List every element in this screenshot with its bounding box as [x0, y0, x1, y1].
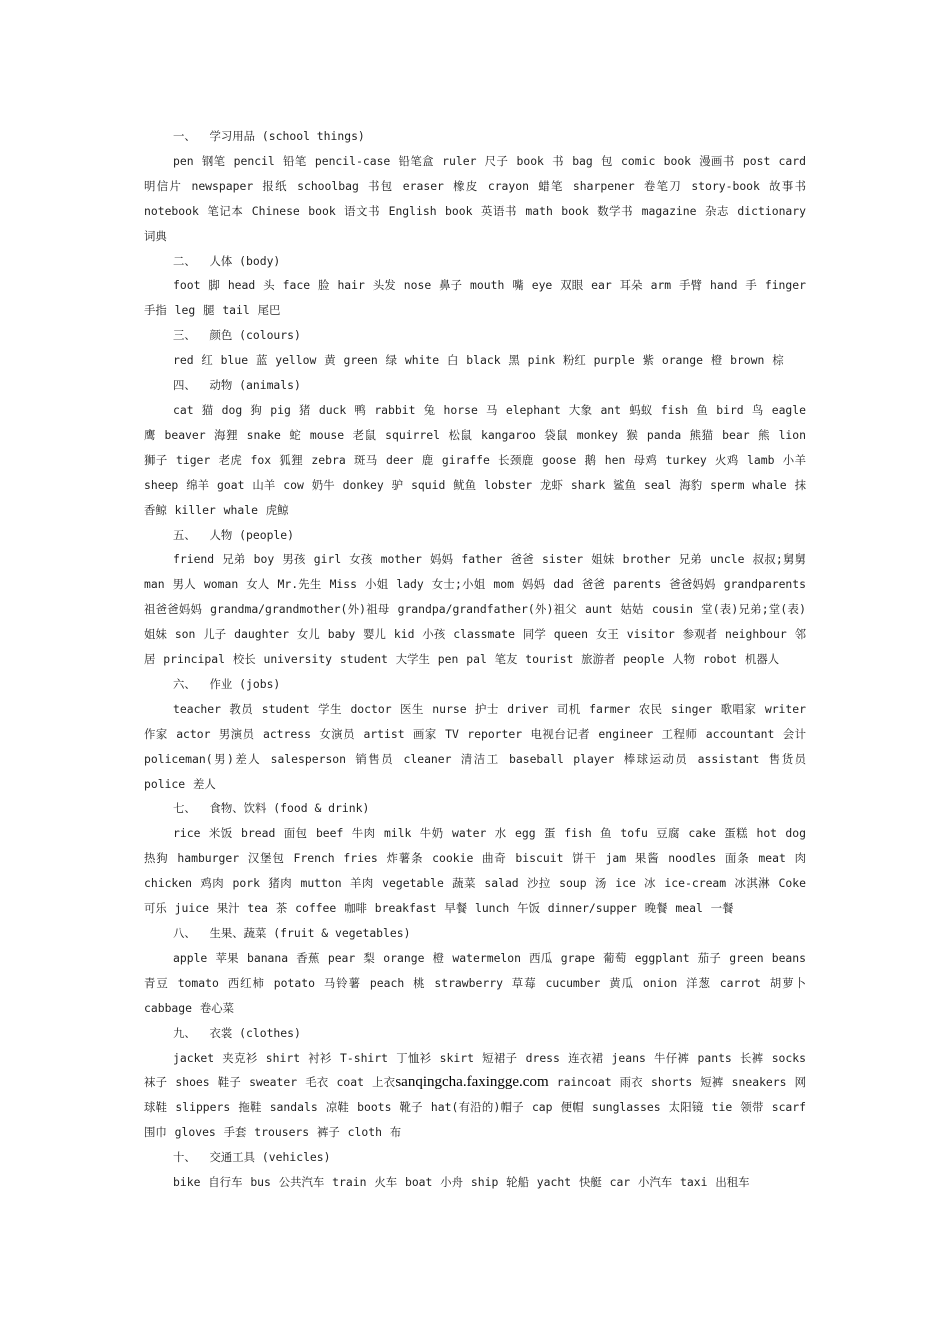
section-body-fruit-vegetables: apple 苹果 banana 香蕉 pear 梨 orange 橙 watermelon 西瓜 grape 葡萄 eggplant 茄子 green beans 青豆 tomato 西红柿 potato 马铃薯 peach 桃 strawberry 草莓 cucumber 黄瓜 onion 洋葱 carrot 胡萝卜 cabbage 卷心菜: [144, 950, 806, 1015]
section-heading-jobs: 六、 作业 (jobs): [173, 676, 281, 691]
watermark-text: sanqingcha.faxingge.com: [395, 1074, 549, 1091]
section-body-vehicles: bike 自行车 bus 公共汽车 train 火车 boat 小舟 ship 轮船 yacht 快艇 car 小汽车 taxi 出租车: [173, 1175, 750, 1190]
section-heading-vehicles: 十、 交通工具 (vehicles): [173, 1150, 331, 1165]
section-body-body: foot 脚 head 头 face 脸 hair 头发 nose 鼻子 mouth 嘴 eye 双眼 ear 耳朵 arm 手臂 hand 手 finger 手指 leg 腿 tail 尾巴: [144, 278, 806, 318]
section-heading-animals: 四、 动物 (animals): [173, 378, 301, 393]
document-page: [144, 124, 806, 1195]
section-body-clothes: [144, 1046, 806, 1146]
section-body-school-things: pen 钢笔 pencil 铅笔 pencil-case 铅笔盒 ruler 尺子 book 书 bag 包 comic book 漫画书 post card 明信片 newspaper 报纸 schoolbag 书包 eraser 橡皮 crayon 蜡笔 sharpener 卷笔刀 story-book 故事书 notebook 笔记本 Chinese book 语文书 English book 英语书 math book 数学书 magazine 杂志 dictionary 词典: [144, 153, 806, 243]
section-heading-food-drink: 七、 食物、饮料 (food & drink): [173, 801, 370, 816]
section-heading-colours: 三、 颜色 (colours): [173, 328, 301, 343]
section-heading-school-things: 一、 学习用品 (school things): [173, 129, 365, 143]
section-heading-fruit-vegetables: 八、 生果、蔬菜 (fruit & vegetables): [173, 926, 411, 940]
section-heading-people: 五、 人物 (people): [173, 527, 294, 542]
section-body-jobs: teacher 教员 student 学生 doctor 医生 nurse 护士 driver 司机 farmer 农民 singer 歌唱家 writer 作家 actor 男演员 actress 女演员 artist 画家 TV reporter 电视台记者 engineer 工程师 accountant 会计 policeman(男)差人 salesperson 销售员 cleaner 清洁工 baseball player 棒球运动员 assistant 售货员 police 差人: [144, 701, 806, 791]
section-body-people: friend 兄弟 boy 男孩 girl 女孩 mother 妈妈 father 爸爸 sister 姐妹 brother 兄弟 uncle 叔叔;舅舅 man 男人 woman 女人 Mr.先生 Miss 小姐 lady 女士;小姐 mom 妈妈 dad 爸爸 parents 爸爸妈妈 grandparents 祖爸爸妈妈 grandma/grandmother(外)祖母 grandpa/grandfather(外)祖父 aunt 姑姑 cousin 堂(表)兄弟;堂(表)姐妹 son 儿子 daughter 女儿 baby 婴儿 kid 小孩 classmate 同学 queen 女王 visitor 参观者 neighbour 邻居 principal 校长 university student 大学生 pen pal 笔友 tourist 旅游者 people 人物 robot 机器人: [144, 552, 806, 667]
section-heading-clothes: 九、 衣裳 (clothes): [173, 1025, 301, 1040]
section-body-animals: cat 猫 dog 狗 pig 猪 duck 鸭 rabbit 兔 horse 马 elephant 大象 ant 蚂蚁 fish 鱼 bird 鸟 eagle 鹰 beaver 海狸 snake 蛇 mouse 老鼠 squirrel 松鼠 kangaroo 袋鼠 monkey 猴 panda 熊猫 bear 熊 lion 狮子 tiger 老虎 fox 狐狸 zebra 斑马 deer 鹿 giraffe 长颈鹿 goose 鹅 hen 母鸡 turkey 火鸡 lamb 小羊 sheep 绵羊 goat 山羊 cow 奶牛 donkey 驴 squid 鱿鱼 lobster 龙虾 shark 鲨鱼 seal 海豹 sperm whale 抹香鲸 killer whale 虎鲸: [144, 402, 806, 517]
section-heading-body: 二、 人体 (body): [173, 253, 281, 268]
section-body-colours: red 红 blue 蓝 yellow 黄 green 绿 white 白 black 黑 pink 粉红 purple 紫 orange 橙 brown 棕: [173, 353, 784, 368]
clothes-text-part-2: raincoat 雨衣 shorts 短裤 sneakers 网球鞋 slippers 拖鞋 sandals 凉鞋 boots 靴子 hat(有沿的)帽子 cap 便帽 sunglasses 太阳镜 tie 领带 scarf 围巾 gloves 手套 trousers 裤子 cloth 布: [144, 1075, 806, 1140]
section-body-food-drink: rice 米饭 bread 面包 beef 牛肉 milk 牛奶 water 水 egg 蛋 fish 鱼 tofu 豆腐 cake 蛋糕 hot dog 热狗 hamburger 汉堡包 French fries 炸薯条 cookie 曲奇 biscuit 饼干 jam 果酱 noodles 面条 meat 肉 chicken 鸡肉 pork 猪肉 mutton 羊肉 vegetable 蔬菜 salad 沙拉 soup 汤 ice 冰 ice-cream 冰淇淋 Coke 可乐 juice 果汁 tea 茶 coffee 咖啡 breakfast 早餐 lunch 午饭 dinner/supper 晚餐 meal 一餐: [144, 826, 806, 916]
clothes-text-part-1: jacket 夹克衫 shirt 衬衫 T-shirt 丁恤衫 skirt 短裙子 dress 连衣裙 jeans 牛仔裤 pants 长裤 socks 袜子 shoes 鞋子 sweater 毛衣 coat 上衣: [144, 1050, 806, 1090]
